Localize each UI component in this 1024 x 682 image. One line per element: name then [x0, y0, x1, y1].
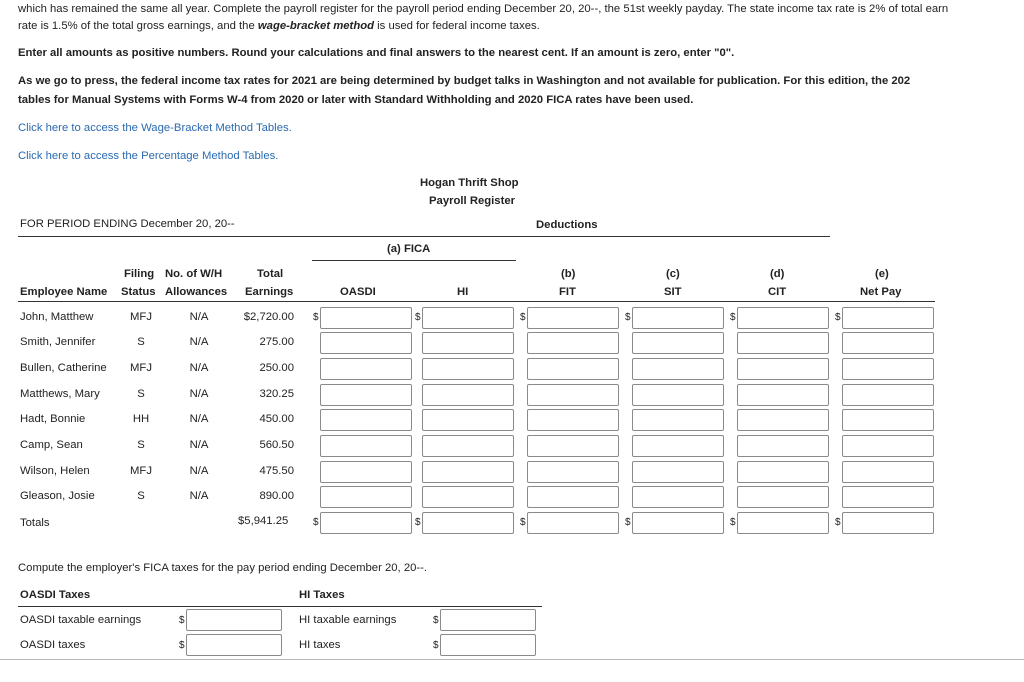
sit-input[interactable] [632, 435, 724, 457]
totals-label: Totals [20, 517, 50, 529]
currency-symbol: $ [313, 312, 319, 323]
total-earnings: 450.00 [259, 413, 294, 425]
oasdi-input[interactable] [320, 307, 412, 329]
fit-input[interactable] [527, 486, 619, 508]
divider [0, 659, 1024, 660]
fit-input[interactable] [527, 384, 619, 406]
wh-allowances: N/A [189, 490, 209, 502]
employee-name: Hadt, Bonnie [20, 413, 86, 425]
total-earnings: 890.00 [259, 490, 294, 502]
currency-symbol: $ [730, 517, 736, 528]
fit-input[interactable] [527, 461, 619, 483]
company-name: Hogan Thrift Shop [420, 177, 519, 189]
filing-status: S [137, 439, 145, 451]
oasdi-taxes-label: OASDI taxes [20, 639, 86, 651]
cit-input[interactable] [737, 409, 829, 431]
employee-name: Camp, Sean [20, 439, 83, 451]
col-status: Status [121, 286, 156, 298]
oasdi-taxable-earnings-input[interactable] [186, 609, 282, 631]
col-hi: HI [457, 286, 469, 298]
oasdi-input[interactable] [320, 384, 412, 406]
hi-taxes-label: HI taxes [299, 639, 341, 651]
col-wh: No. of W/H [165, 268, 223, 280]
oasdi-input[interactable] [320, 486, 412, 508]
net-pay-input[interactable] [842, 461, 934, 483]
currency-symbol: $ [179, 615, 185, 626]
sit-input[interactable] [632, 358, 724, 380]
instructions: Enter all amounts as positive numbers. Round your calculations and final answers to the nearest cent. If an amount is zero, enter "0". [18, 47, 735, 59]
total-fit-input[interactable] [527, 512, 619, 534]
net-pay-input[interactable] [842, 409, 934, 431]
currency-symbol: $ [520, 517, 526, 528]
total-earnings: $2,720.00 [243, 311, 294, 323]
oasdi-taxable-earnings-label: OASDI taxable earnings [20, 614, 142, 626]
oasdi-taxes-input[interactable] [186, 634, 282, 656]
hi-taxable-earnings-label: HI taxable earnings [299, 614, 397, 626]
cit-input[interactable] [737, 486, 829, 508]
employee-name: Gleason, Josie [20, 490, 95, 502]
hi-input[interactable] [422, 435, 514, 457]
employee-name: Smith, Jennifer [20, 336, 96, 348]
filing-status: S [137, 388, 145, 400]
cit-input[interactable] [737, 384, 829, 406]
filing-status: MFJ [130, 311, 152, 323]
wh-allowances: N/A [189, 465, 209, 477]
divider [18, 301, 935, 302]
currency-symbol: $ [520, 312, 526, 323]
col-net-pay: Net Pay [860, 286, 902, 298]
currency-symbol: $ [625, 517, 631, 528]
currency-symbol: $ [433, 615, 439, 626]
currency-symbol: $ [433, 640, 439, 651]
divider [18, 606, 542, 607]
fica-header: (a) FICA [387, 243, 431, 255]
filing-status: S [137, 490, 145, 502]
wh-allowances: N/A [189, 388, 209, 400]
total-earnings: 275.00 [259, 336, 294, 348]
sit-input[interactable] [632, 409, 724, 431]
total-earnings: 320.25 [259, 388, 294, 400]
sit-input[interactable] [632, 307, 724, 329]
register-title: Payroll Register [429, 195, 516, 207]
employee-name: John, Matthew [20, 311, 94, 323]
filing-status: S [137, 336, 145, 348]
col-c: (c) [666, 268, 680, 280]
wage-bracket-tables-link[interactable]: Click here to access the Wage-Bracket Method Tables. [18, 122, 292, 134]
sit-input[interactable] [632, 384, 724, 406]
deductions-header: Deductions [536, 219, 598, 231]
col-allowances: Allowances [165, 286, 228, 298]
wh-allowances: N/A [189, 439, 209, 451]
fit-input[interactable] [527, 307, 619, 329]
oasdi-input[interactable] [320, 409, 412, 431]
total-sit-input[interactable] [632, 512, 724, 534]
press-note-1: As we go to press, the federal income tax rates for 2021 are being determined by budget talks in Washington and not available for publication. For this edition, the 202 [18, 75, 911, 87]
totals-earnings: $5,941.25 [238, 515, 289, 527]
filing-status: MFJ [130, 465, 152, 477]
total-earnings: 560.50 [259, 439, 294, 451]
period-label: FOR PERIOD ENDING December 20, 20-- [20, 218, 235, 230]
col-b: (b) [561, 268, 576, 280]
net-pay-input[interactable] [842, 435, 934, 457]
hi-taxes-header: HI Taxes [299, 589, 345, 601]
net-pay-input[interactable] [842, 384, 934, 406]
filing-status: HH [132, 413, 150, 425]
col-e: (e) [875, 268, 889, 280]
col-earnings: Earnings [245, 286, 294, 298]
fit-input[interactable] [527, 435, 619, 457]
total-net-pay-input[interactable] [842, 512, 934, 534]
col-d: (d) [770, 268, 785, 280]
employee-name: Bullen, Catherine [20, 362, 107, 374]
oasdi-taxes-header: OASDI Taxes [20, 589, 91, 601]
hi-taxes-input[interactable] [440, 634, 536, 656]
filing-status: MFJ [130, 362, 152, 374]
hi-input[interactable] [422, 358, 514, 380]
cit-input[interactable] [737, 332, 829, 354]
fit-input[interactable] [527, 358, 619, 380]
currency-symbol: $ [835, 312, 841, 323]
cit-input[interactable] [737, 307, 829, 329]
sit-input[interactable] [632, 332, 724, 354]
net-pay-input[interactable] [842, 307, 934, 329]
divider [312, 260, 516, 261]
hi-taxable-earnings-input[interactable] [440, 609, 536, 631]
employee-name: Matthews, Mary [20, 388, 100, 400]
col-cit: CIT [768, 286, 787, 298]
col-total: Total [257, 268, 284, 280]
net-pay-input[interactable] [842, 486, 934, 508]
oasdi-input[interactable] [320, 332, 412, 354]
col-fit: FIT [559, 286, 576, 298]
wh-allowances: N/A [189, 362, 209, 374]
hi-input[interactable] [422, 486, 514, 508]
employee-name: Wilson, Helen [20, 465, 90, 477]
sit-input[interactable] [632, 461, 724, 483]
col-oasdi: OASDI [340, 286, 376, 298]
total-cit-input[interactable] [737, 512, 829, 534]
total-oasdi-input[interactable] [320, 512, 412, 534]
wh-allowances: N/A [189, 413, 209, 425]
col-filing: Filing [124, 268, 155, 280]
currency-symbol: $ [313, 517, 319, 528]
currency-symbol: $ [179, 640, 185, 651]
col-employee-name: Employee Name [20, 286, 108, 298]
total-earnings: 250.00 [259, 362, 294, 374]
fit-input[interactable] [527, 409, 619, 431]
hi-input[interactable] [422, 461, 514, 483]
total-hi-input[interactable] [422, 512, 514, 534]
currency-symbol: $ [415, 517, 421, 528]
col-sit: SIT [664, 286, 682, 298]
percentage-tables-link[interactable]: Click here to access the Percentage Method Tables. [18, 150, 279, 162]
sit-input[interactable] [632, 486, 724, 508]
hi-input[interactable] [422, 384, 514, 406]
total-earnings: 475.50 [259, 465, 294, 477]
cit-input[interactable] [737, 435, 829, 457]
divider [18, 236, 830, 237]
cit-input[interactable] [737, 358, 829, 380]
currency-symbol: $ [625, 312, 631, 323]
press-note-2: tables for Manual Systems with Forms W-4 from 2020 or later with Standard Withholding and 2020 FICA rates have been used. [18, 94, 694, 106]
intro-line-2: rate is 1.5% of the total gross earnings, and the wage-bracket method is used for federal income taxes. [18, 20, 540, 32]
net-pay-input[interactable] [842, 358, 934, 380]
currency-symbol: $ [415, 312, 421, 323]
employer-prompt: Compute the employer's FICA taxes for the pay period ending December 20, 20--. [18, 562, 428, 574]
wh-allowances: N/A [189, 311, 209, 323]
oasdi-input[interactable] [320, 435, 412, 457]
fit-input[interactable] [527, 332, 619, 354]
cit-input[interactable] [737, 461, 829, 483]
hi-input[interactable] [422, 409, 514, 431]
currency-symbol: $ [730, 312, 736, 323]
hi-input[interactable] [422, 307, 514, 329]
net-pay-input[interactable] [842, 332, 934, 354]
hi-input[interactable] [422, 332, 514, 354]
intro-line-1: which has remained the same all year. Complete the payroll register for the payroll period ending December 20, 20--, the 51st weekly payday. The state income tax rate is 2% of total earn [18, 3, 949, 15]
oasdi-input[interactable] [320, 461, 412, 483]
oasdi-input[interactable] [320, 358, 412, 380]
currency-symbol: $ [835, 517, 841, 528]
wh-allowances: N/A [189, 336, 209, 348]
